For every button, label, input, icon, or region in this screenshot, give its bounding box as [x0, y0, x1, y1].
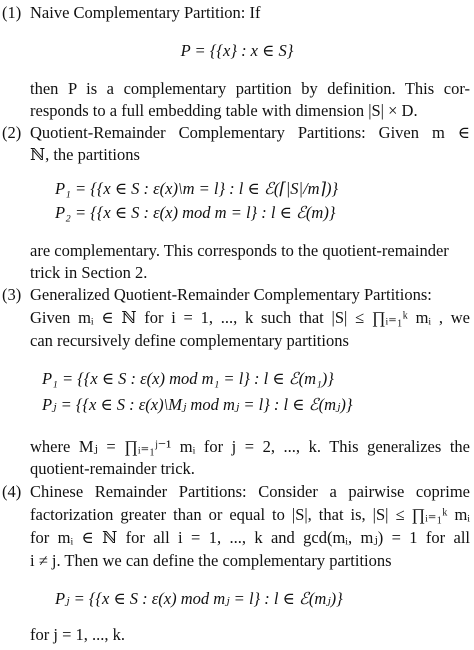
item-heading: Chinese Remainder Partitions: Consider a pairwise coprime [30, 482, 470, 501]
item-number: (2) [2, 123, 22, 142]
equation: Pⱼ = {{x ∈ S : ε(x) mod mⱼ = l} : l ∈ ℰ(mⱼ)} [55, 589, 343, 608]
equation: P₁ = {{x ∈ S : ε(x) mod m₁ = l} : l ∈ ℰ(m₁)} [42, 369, 334, 388]
equation: P₁ = {{x ∈ S : ε(x)\m = l} : l ∈ ℰ(⌈|S|/m⌉)} [55, 179, 339, 198]
item-heading: Generalized Quotient-Remainder Complementary Partitions: [30, 285, 432, 304]
item-number: (4) [2, 482, 22, 501]
item-heading: Naive Complementary Partition: If [30, 3, 261, 22]
equation: Pⱼ = {{x ∈ S : ε(x)\Mⱼ mod mⱼ = l} : l ∈ ℰ(mⱼ)} [42, 395, 353, 414]
equation: P = {{x} : x ∈ S} [180, 41, 294, 60]
equation: P₂ = {{x ∈ S : ε(x) mod m = l} : l ∈ ℰ(m)} [55, 203, 336, 222]
item-number: (1) [2, 3, 22, 22]
item-number: (3) [2, 285, 22, 304]
item-heading: Quotient-Remainder Complementary Partitions: Given m ∈ [30, 123, 470, 142]
paper-page: (1) Naive Complementary Partition: If P = {{x} : x ∈ S} then P is a complementary partition by definition. This cor- responds to a full embedding table with dimension |S| × D. (2) Quotient-Remainder Complementary Partitions: Given m ∈ ℕ, the partitions P₁ = {{x ∈ S : ε(x)\m = l} : l ∈ ℰ(⌈|S|/m⌉)} P₂ = {{x ∈ S : ε(x) mod m = l} : l ∈ ℰ(m)} are complementary. This corresponds to the quotient-remainder trick in Section 2. (3) Generalized Quotient-Remainder Complementary Partitions: Given mᵢ ∈ ℕ for i = 1, ..., k such that |S| ≤ ∏ᵢ₌₁ᵏ mᵢ , we can recursively define complementary partitions P₁ = {{x ∈ S : ε(x) mod m₁ = l} : l ∈ ℰ(m₁)} Pⱼ = {{x ∈ S : ε(x)\Mⱼ mod mⱼ = l} : l ∈ ℰ(mⱼ)} where Mⱼ = ∏ᵢ₌₁ʲ⁻¹ mᵢ for j = 2, ..., k. This generalizes the quotient-remainder trick. (4) Chinese Remainder Partitions: Consider a pairwise coprime factorization greater than or equal to |S|, that is, |S| ≤ ∏ᵢ₌₁ᵏ mᵢ for mᵢ ∈ ℕ for all i = 1, ..., k and gcd(mᵢ, mⱼ) = 1 for all i ≠ j. Then we can define the complementary partitions Pⱼ = {{x ∈ S : ε(x) mod mⱼ = l} : l ∈ ℰ(mⱼ)} for j = 1, ..., k. [0, 0, 474, 650]
